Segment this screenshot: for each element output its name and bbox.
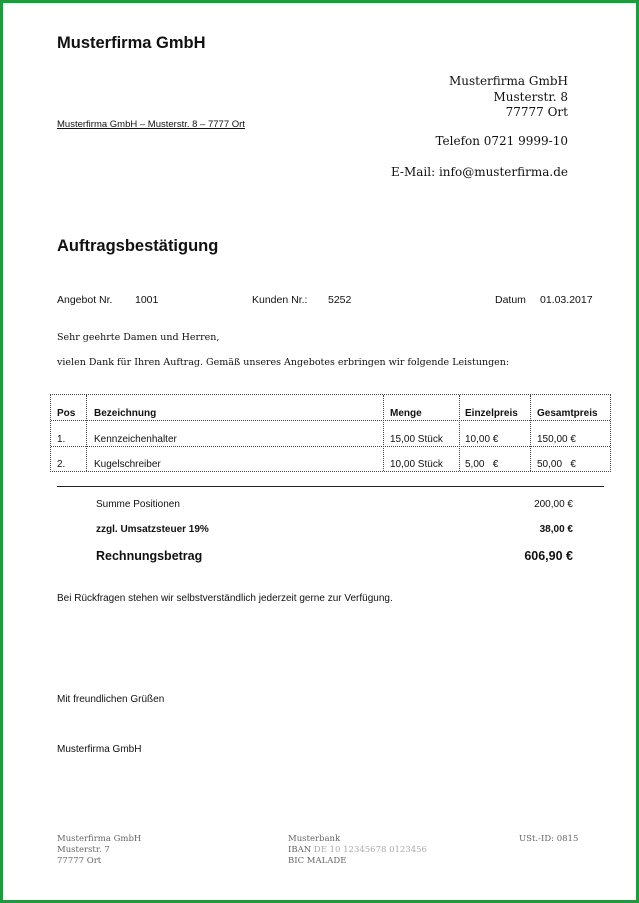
table-divider xyxy=(459,395,460,471)
customer-label: Kunden Nr.: xyxy=(252,294,308,306)
footer-company-city: 77777 Ort xyxy=(57,856,102,866)
table-divider xyxy=(86,395,87,471)
sender-street: Musterstr. 8 xyxy=(493,89,568,104)
row1-quantity: 15,00 Stück xyxy=(390,434,443,445)
row1-pos: 1. xyxy=(57,434,66,445)
row2-quantity: 10,00 Stück xyxy=(390,459,443,470)
footer-bic: BIC MALADE xyxy=(288,856,347,866)
row2-description: Kugelschreiber xyxy=(94,459,161,470)
footer-bank-name: Musterbank xyxy=(288,834,341,844)
table-divider xyxy=(383,395,384,471)
return-address: Musterfirma GmbH – Musterstr. 8 – 7777 Ort xyxy=(57,119,245,130)
customer-number: 5252 xyxy=(328,294,352,306)
items-table xyxy=(50,394,611,472)
tax-value: 38,00 € xyxy=(539,524,573,535)
table-divider xyxy=(51,420,610,421)
row1-total-price: 150,00 € xyxy=(537,434,576,445)
sender-phone: Telefon 0721 9999-10 xyxy=(435,134,568,148)
offer-label: Angebot Nr. xyxy=(57,294,113,306)
header-unit-price: Einzelpreis xyxy=(465,408,518,419)
footer-iban-value: DE 10 12345678 0123456 xyxy=(313,845,427,855)
salutation: Sehr geehrte Damen und Herren, xyxy=(57,332,220,343)
date-label: Datum xyxy=(495,294,526,306)
sender-city: 77777 Ort xyxy=(505,105,568,119)
footer-iban-label: IBAN xyxy=(288,845,312,855)
total-value: 606,90 € xyxy=(524,549,573,563)
footer-company-street: Musterstr. 7 xyxy=(57,845,110,855)
greeting: Mit freundlichen Grüßen xyxy=(57,694,165,705)
sender-address xyxy=(449,74,568,121)
table-divider xyxy=(530,395,531,471)
sender-name: Musterfirma GmbH xyxy=(448,74,568,88)
footer-company xyxy=(57,834,141,867)
sum-positions-label: Summe Positionen xyxy=(96,499,180,510)
document-title: Auftragsbestätigung xyxy=(57,237,219,255)
row1-description: Kennzeichenhalter xyxy=(94,434,177,445)
footer-company-name: Musterfirma GmbH xyxy=(57,834,142,844)
date-value: 01.03.2017 xyxy=(540,294,593,306)
sum-positions-value: 200,00 € xyxy=(534,499,573,510)
tax-label: zzgl. Umsatzsteuer 19% xyxy=(96,524,209,535)
signature: Musterfirma GmbH xyxy=(57,744,142,755)
summary-divider xyxy=(57,486,604,487)
row1-unit-price: 10,00 € xyxy=(465,434,499,445)
sender-email: E-Mail: info@musterfirma.de xyxy=(390,165,568,179)
row2-unit-price: 5,00 € xyxy=(465,459,499,470)
questions-note: Bei Rückfragen stehen wir selbstverständlich jederzeit gerne zur Verfügung. xyxy=(57,593,393,604)
footer-vat: USt.-ID: 0815 xyxy=(519,834,579,844)
footer-iban xyxy=(288,845,427,856)
intro-text: vielen Dank für Ihren Auftrag. Gemäß unseres Angebotes erbringen wir folgende Leistungen: xyxy=(57,357,510,368)
total-label: Rechnungsbetrag xyxy=(96,549,203,563)
header-quantity: Menge xyxy=(390,408,422,419)
row2-total-price: 50,00 € xyxy=(537,459,576,470)
header-pos: Pos xyxy=(57,408,76,419)
footer-bank xyxy=(288,834,427,867)
row2-pos: 2. xyxy=(57,459,66,470)
header-total-price: Gesamtpreis xyxy=(537,408,598,419)
table-divider xyxy=(51,446,610,447)
offer-number: 1001 xyxy=(135,294,159,306)
company-title: Musterfirma GmbH xyxy=(57,34,206,52)
header-description: Bezeichnung xyxy=(94,408,157,419)
